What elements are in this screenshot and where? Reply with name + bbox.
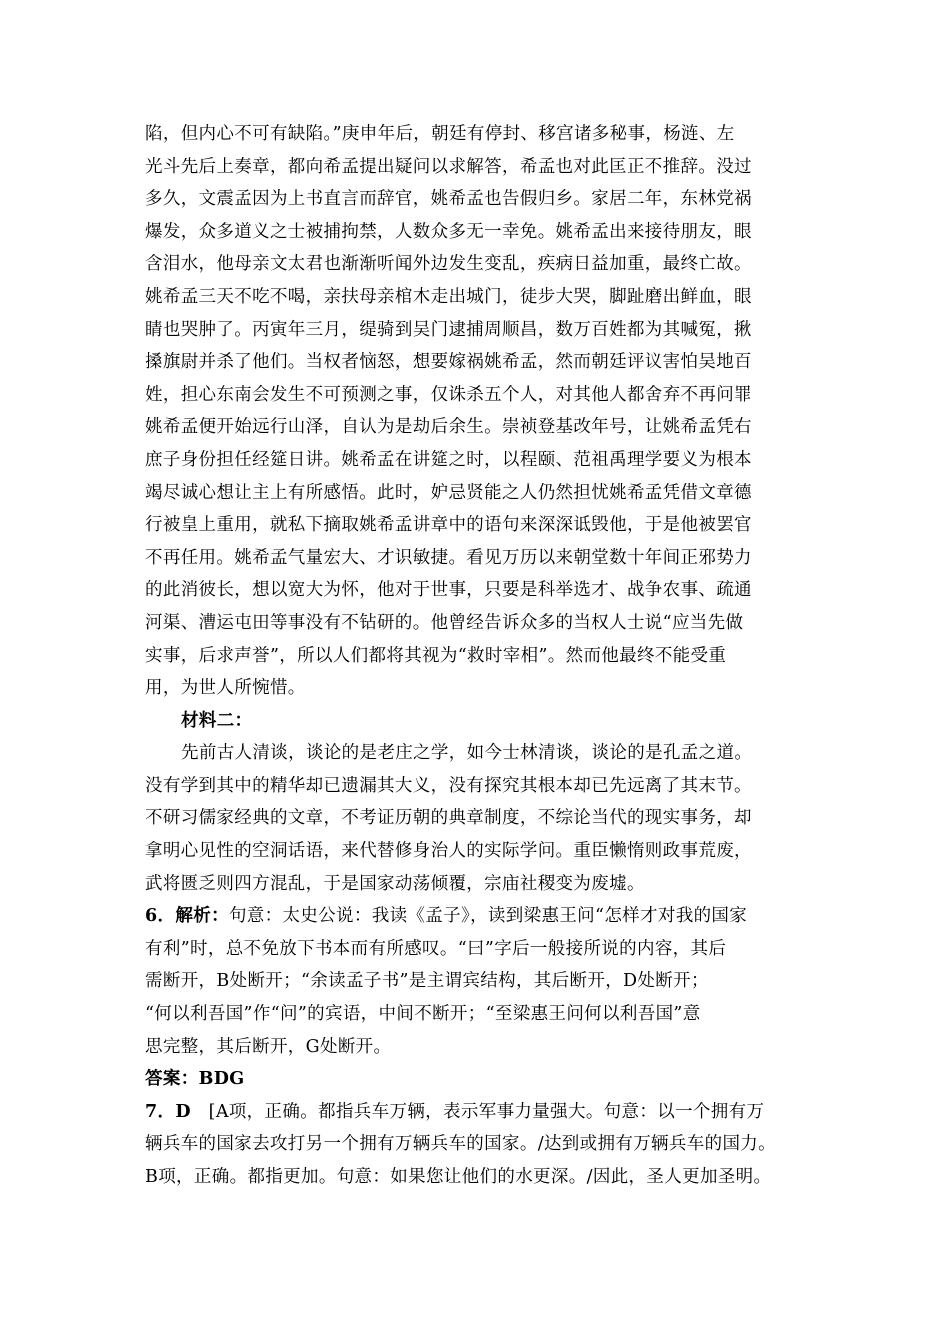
text-line: 的此消彼长，想以宽大为怀，他对于世事，只要是科举选才、战争农事、疏通 xyxy=(145,580,752,601)
text-line: 竭尽诚心想让主上有所感悟。此时，妒忌贤能之人仍然担忧姚希孟凭借文章德 xyxy=(145,482,752,503)
text-line: B项，正确。都指更加。句意：如果您让他们的水更深。/因此，圣人更加圣明。 xyxy=(145,1167,772,1187)
text-line: 没有学到其中的精华却已遗漏其大义，没有探究其根本却已先远离了其末节。 xyxy=(145,775,752,796)
analysis-text: [A项，正确。都指兵车万辆，表示军事力量强大。句意：以一个拥有万 xyxy=(208,1101,765,1122)
question-7-analysis xyxy=(145,1096,815,1194)
text-line: 含泪水，他母亲文太君也渐渐听闻外边发生变乱，疾病日益加重，最终亡故。 xyxy=(145,254,752,275)
text-line: 辆兵车的国家去攻打另一个拥有万辆兵车的国家。/达到或拥有万辆兵车的国力。 xyxy=(145,1134,776,1155)
text-line: 姓，担心东南会发生不可预测之事，仅诛杀五个人，对其他人都舍弃不再问罪 xyxy=(145,384,752,405)
text-line: 姚希孟便开始远行山泽，自认为是劫后余生。崇祯登基改年号，让姚希孟凭右 xyxy=(145,417,752,438)
text-line: 有利”时，总不免放下书本而有所感叹。“曰”字后一般接所说的内容，其后 xyxy=(145,938,727,959)
text-line: 多久，文震孟因为上书直言而辞官，姚希孟也告假归乡。家居二年，东林党祸 xyxy=(145,189,752,210)
text-line: 搡旗尉并杀了他们。当权者恼怒，想要嫁祸姚希孟，然而朝廷评议害怕吴地百 xyxy=(145,352,752,373)
text-line xyxy=(145,900,815,933)
question-label: 6．解析： xyxy=(145,906,229,927)
answer-label: 答案： xyxy=(145,1069,199,1090)
material-one-tail xyxy=(145,118,815,705)
document-page xyxy=(145,118,815,1194)
text-line: 陷，但内心不可有缺陷。”庚申年后，朝廷有停封、移宫诸多秘事，杨涟、左 xyxy=(145,124,735,144)
text-line: 行被皇上重用，就私下摘取姚希孟讲章中的语句来深深诋毁他，于是他被罢官 xyxy=(145,515,752,536)
material-two xyxy=(145,705,815,901)
text-line: 姚希孟三天不吃不喝，亲扶母亲棺木走出城门，徒步大哭，脚趾磨出鲜血，眼 xyxy=(145,286,752,307)
question-label: 7．D xyxy=(145,1101,191,1122)
analysis-text: 句意：太史公说：我读《孟子》，读到梁惠王问“怎样才对我的国家 xyxy=(228,906,748,927)
text-line: 实事，后求声誉”，所以人们都将其视为“救时宰相”。然而他最终不能受重 xyxy=(145,645,727,666)
text-line: 不再任用。姚希孟气量宏大、才识敏捷。看见万历以来朝堂数十年间正邪势力 xyxy=(145,547,752,568)
text-line: 不研习儒家经典的文章，不考证历朝的典章制度，不综论当代的现实事务，却 xyxy=(145,808,752,829)
text-line: “何以利吾国”作“问”的宾语，中间不断开；“至梁惠王问何以利吾国”意 xyxy=(145,1004,701,1025)
text-line: 思完整，其后断开，G处断开。 xyxy=(145,1036,392,1057)
answer-value: BDG xyxy=(198,1069,245,1090)
section-heading: 材料二： xyxy=(181,710,253,731)
text-line: 武将匮乏则四方混乱，于是国家动荡倾覆，宗庙社稷变为废墟。 xyxy=(145,873,645,894)
text-line: 需断开，B处断开；“余读孟子书”是主谓宾结构，其后断开，D处断开； xyxy=(145,971,709,992)
text-line: 河渠、漕运屯田等事没有不钻研的。他曾经告诉众多的当权人士说“应当先做 xyxy=(145,612,744,633)
text-line: 先前古人清谈，谈论的是老庄之学，如今士林清谈，谈论的是孔孟之道。 xyxy=(181,743,753,764)
text-line: 用，为世人所惋惜。 xyxy=(145,678,306,699)
text-line: 拿明心见性的空洞话语，来代替修身治人的实际学问。重臣懒惰则政事荒废， xyxy=(145,841,752,862)
text-line: 睛也哭肿了。丙寅年三月，缇骑到吴门逮捕周顺昌，数万百姓都为其喊冤，揪 xyxy=(145,319,752,340)
text-line: 光斗先后上奏章，都向希孟提出疑问以求解答，希孟也对此匡正不推辞。没过 xyxy=(145,156,752,177)
question-6-analysis xyxy=(145,900,815,1096)
text-line: 爆发，众多道义之士被捕拘禁，人数众多无一幸免。姚希孟出来接待朋友，眼 xyxy=(145,221,752,242)
answer-line xyxy=(145,1063,815,1096)
text-line: 庶子身份担任经筵日讲。姚希孟在讲筵之时，以程颐、范祖禹理学要义为根本 xyxy=(145,449,752,470)
text-line xyxy=(145,1096,815,1129)
